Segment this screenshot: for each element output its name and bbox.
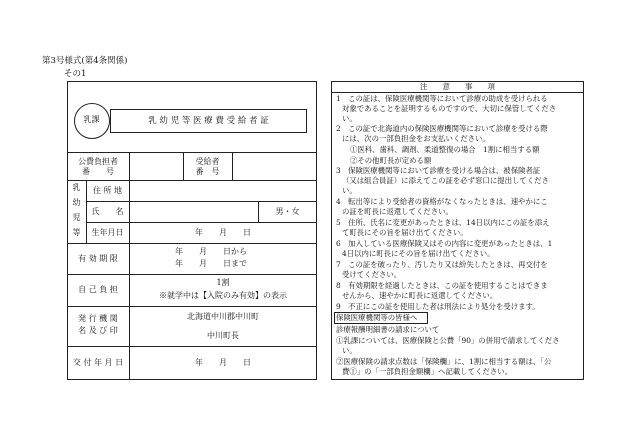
issue-date-label: 交 付 年 月 日 <box>72 358 124 367</box>
note-line: 対象であることを証明するものですので、大切に保管してくださ <box>342 104 557 113</box>
note-line: ②その他町長が定める額 <box>350 156 432 165</box>
row-divider <box>86 222 317 223</box>
col-divider <box>129 152 130 180</box>
recipient-number-label: 受給者 <box>195 157 220 166</box>
note-line: 6 加入している医療保険又はその内容に変更があったときは、1 <box>336 239 553 248</box>
issuer-town: 北海道中川郡中川町 <box>187 312 259 321</box>
form-subtitle: その1 <box>64 69 87 79</box>
note-line: て町長にその旨を届け出てください。 <box>342 228 468 237</box>
notes-heading-divider <box>331 92 584 93</box>
side-label-char: 幼 <box>72 198 81 207</box>
row-divider <box>67 180 317 181</box>
issuer-label: 発 行 機 関 <box>78 314 118 323</box>
notes-heading: 注 意 事 項 <box>420 82 495 91</box>
footer-line: ①乳課については、医療保険と公費「90」の併用で請求してくださ <box>336 336 560 345</box>
validity-from: 年 月 日から <box>175 247 247 256</box>
payer-number-label: 番 号 <box>82 167 114 176</box>
row-divider <box>67 243 317 244</box>
form-number: 第3号様式(第4条関係) <box>42 56 128 66</box>
row-divider <box>86 201 317 202</box>
side-label-char: 乳 <box>72 183 81 192</box>
birth-value: 年 月 日 <box>195 228 251 237</box>
card-title: 乳 幼 児 等 医 療 費 受 給 者 証 <box>148 116 269 126</box>
note-line: 8 有効期限を経過したときは、この証を使用することはできま <box>336 281 548 290</box>
footer-line: い。 <box>342 346 357 355</box>
note-line: 1 この証は、保険医療機関等において診療の助成を受けられる <box>336 94 548 103</box>
note-line: ①医科、歯科、調剤、柔道整復の場合 1割に相当する額 <box>350 145 540 154</box>
issuer-mayor: 中川町長 <box>207 331 239 340</box>
row-divider <box>67 152 317 153</box>
footer-line: ②医療保険の請求点数は「保険欄」に、1割に相当する額は、「公 <box>336 357 552 366</box>
col-divider <box>232 152 233 180</box>
birth-label: 生年月日 <box>91 228 124 237</box>
note-line: い。 <box>342 114 357 123</box>
note-line: には、次の一部負担金をお支払いください。 <box>342 134 490 143</box>
note-line: の証を町長に返還してください。 <box>342 207 453 216</box>
note-line: 2 この証で北海道内の保険医療機関等において診療を受ける際 <box>336 124 548 133</box>
row-divider <box>67 346 317 347</box>
side-label-char: 等 <box>72 228 81 237</box>
note-line: 受けてください。 <box>342 270 402 279</box>
copay-note: ※就学中は【入院のみ有効】の表示 <box>159 291 287 300</box>
institutions-heading: 保険医療機関等の皆様へ <box>336 313 418 322</box>
footer-line: 診療報酬明細書の請求について <box>336 325 440 334</box>
stamp-text: 乳課 <box>83 115 100 124</box>
copay-label: 自 己 負 担 <box>78 285 118 294</box>
validity-to: 年 月 日まで <box>175 259 247 268</box>
note-line: 7 この証を破ったり、汚したり又は紛失したときは、再交付を <box>336 260 548 269</box>
note-line: い。 <box>342 186 357 195</box>
note-line: 9 不正にこの証を使用した者は刑法により処分を受けます。 <box>336 302 540 311</box>
gender-value: 男・女 <box>275 207 300 216</box>
validity-label: 有 効 期 限 <box>78 254 118 263</box>
note-line: 3 保険医療機関等において診療を受ける場合は、被保険者証 <box>336 166 541 175</box>
issuer-label: 名 及 び 印 <box>78 326 118 335</box>
note-line: （又は組合員証）に添えてこの証を必ず窓口に提出してくださ <box>342 176 549 185</box>
footer-line: 費①」の「一部負担金額欄」へ記載してください。 <box>342 367 512 376</box>
note-line: せんから、速やかに町長に返還してください。 <box>342 291 498 300</box>
side-label-char: 児 <box>72 213 81 222</box>
issue-date-value: 年 月 日 <box>195 358 251 367</box>
copay-rate: 1割 <box>216 278 230 287</box>
payer-number-label: 公費負担者 <box>78 157 118 166</box>
note-line: 4 転出等により受給者の資格がなくなったときは、速やかにこ <box>336 197 548 206</box>
row-divider <box>67 274 317 275</box>
name-label: 氏 名 <box>91 207 124 216</box>
note-line: 5 住所、氏名に変更があったときは、14日以内にこの証を添え <box>336 218 550 227</box>
row-divider <box>67 306 317 307</box>
address-label: 住 所 地 <box>92 186 123 195</box>
recipient-number-label: 番 号 <box>195 167 220 176</box>
note-line: 4日以内に町長にその旨を届け出てください。 <box>342 249 495 258</box>
